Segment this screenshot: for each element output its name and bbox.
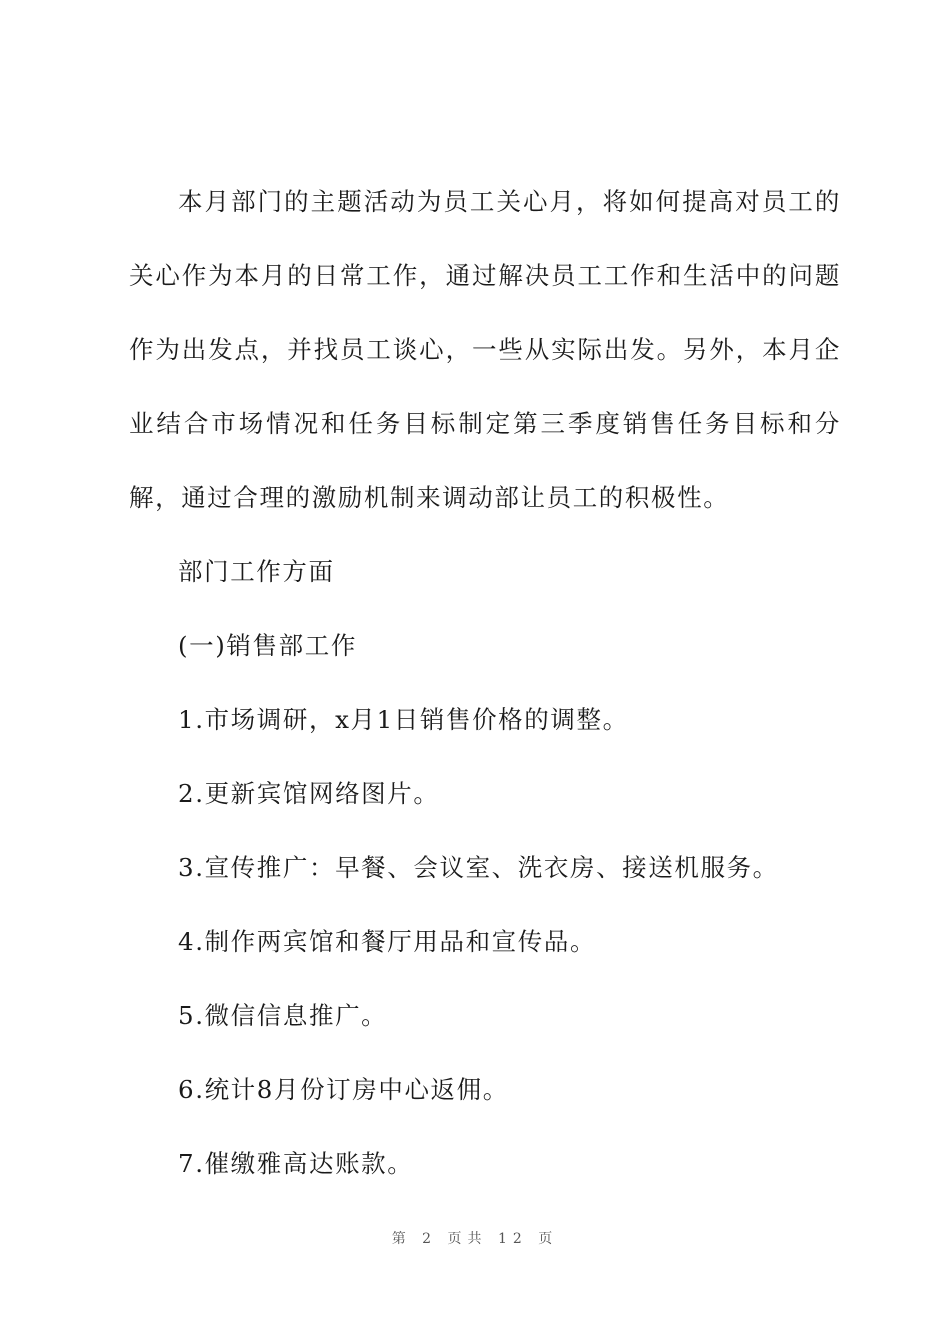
subsection-heading: (一)销售部工作 [178,631,357,660]
list-item: 7.催缴雅高达账款。 [178,1149,414,1178]
list-item: 6.统计8月份订房中心返佣。 [178,1075,509,1104]
page-footer: 第 2 页共 12 页 [391,1231,559,1247]
list-item: 5.微信信息推广。 [178,1001,388,1030]
list-item: 2.更新宾馆网络图片。 [178,779,440,808]
document-body [129,165,841,1201]
list-item: 3.宣传推广：早餐、会议室、洗衣房、接送机服务。 [178,853,779,882]
list-item: 1.市场调研，x月1日销售价格的调整。 [178,705,629,734]
section-heading: 部门工作方面 [178,557,335,586]
list-item: 4.制作两宾馆和餐厅用品和宣传品。 [178,927,597,956]
intro-paragraph: 本月部门的主题活动为员工关心月，将如何提高对员工的关心作为本月的日常工作，通过解决员工工作和生活中的问题作为出发点，并找员工谈心，一些从实际出发。另外，本月企业结合市场情况和任务目标制定第三季度销售任务目标和分解，通过合理的激励机制来调动部让员工的积极性。 [129,187,841,512]
